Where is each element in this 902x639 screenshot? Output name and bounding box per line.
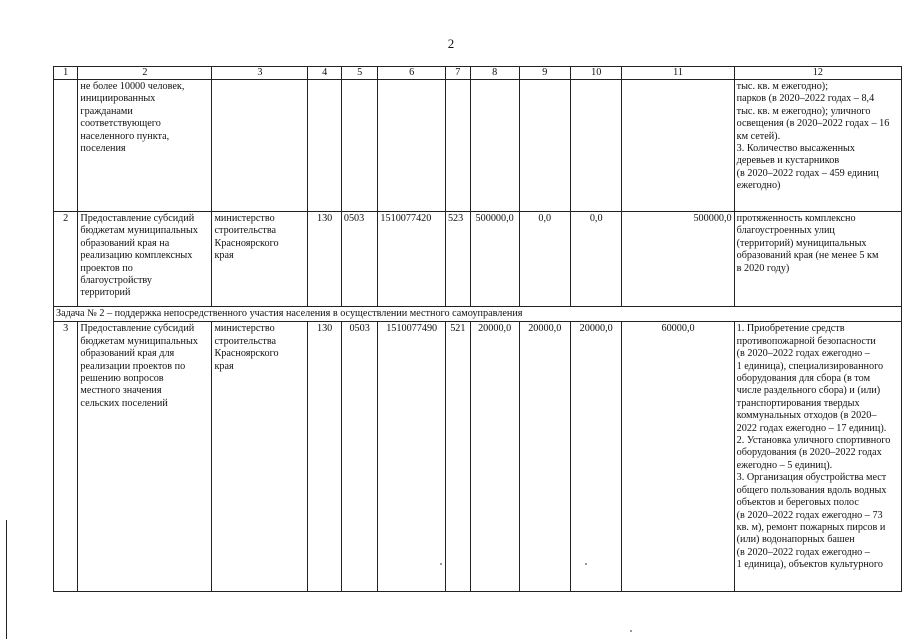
row-cont-description: не более 10000 человек, инициированных гражданами соответствующего населенного пункта, поселения bbox=[78, 80, 212, 212]
page-number: 2 bbox=[447, 36, 455, 51]
table-row-2 bbox=[54, 212, 902, 307]
expected-result: 1. Приобретение средств противопожарной безопасности (в 2020–2022 годах ежегодно – 1 единица), специализированного оборудования для сбора (в том числе раздельного сбора) и (или) транспортирования твердых коммунальных отходов (в 2020– 2022 годах ежегодно – 17 единиц). 2. Установка уличного спортивного оборудования (в 2020–2022 годах ежегодно – 5 единиц). 3. Организация обустройства мест общего пользования вдоль водных объектов и береговых полос (в 2020–2022 годах ежегодно – 73 кв. м), ремонт пожарных пирсов и (или) водонапорных башен (в 2020–2022 годах ежегодно – 1 единица), объектов культурного bbox=[734, 322, 901, 592]
amount-2021: 0,0 bbox=[519, 212, 570, 307]
budget-table bbox=[53, 66, 902, 592]
code-csr: 1510077490 bbox=[378, 322, 446, 592]
scan-speck bbox=[630, 630, 632, 632]
header-cell: 5 bbox=[341, 67, 378, 80]
task-heading: Задача № 2 – поддержка непосредственного участия населения в осуществлении местного самоуправления bbox=[54, 307, 902, 322]
row-number: 3 bbox=[54, 322, 78, 592]
table-row-3 bbox=[54, 322, 902, 592]
code-rzpr: 0503 bbox=[341, 212, 378, 307]
header-cell: 7 bbox=[445, 67, 470, 80]
agency-name: министерство строительства Красноярского края bbox=[212, 212, 308, 307]
header-cell: 12 bbox=[734, 67, 901, 80]
header-cell: 2 bbox=[78, 67, 212, 80]
measure-name: Предоставление субсидий бюджетам муниципальных образований края для реализации проектов по решению вопросов местного значения сельских поселений bbox=[78, 322, 212, 592]
header-cell: 10 bbox=[570, 67, 621, 80]
row-cont-result: тыс. кв. м ежегодно); парков (в 2020–2022 годах – 8,4 тыс. кв. м ежегодно); уличного освещения (в 2020–2022 годах – 16 км сетей). 3. Количество высаженных деревьев и кустарников (в 2020–2022 годах – 459 единиц ежегодно) bbox=[734, 80, 901, 212]
scan-edge-line bbox=[6, 520, 7, 639]
expected-result: протяженность комплексно благоустроенных улиц (территорий) муниципальных образований края (не менее 5 км в 2020 году) bbox=[734, 212, 901, 307]
header-cell: 4 bbox=[308, 67, 341, 80]
header-row bbox=[54, 67, 902, 80]
code-grbs: 130 bbox=[308, 322, 341, 592]
amount-2020: 500000,0 bbox=[470, 212, 519, 307]
row-number: 2 bbox=[54, 212, 78, 307]
scan-speck bbox=[585, 563, 587, 565]
scan-speck bbox=[440, 563, 442, 565]
table-row-continuation bbox=[54, 80, 902, 212]
code-vr: 523 bbox=[445, 212, 470, 307]
measure-name: Предоставление субсидий бюджетам муниципальных образований края на реализацию комплексных проектов по благоустройству территорий bbox=[78, 212, 212, 307]
agency-name: министерство строительства Красноярского края bbox=[212, 322, 308, 592]
task-row bbox=[54, 307, 902, 322]
amount-2022: 20000,0 bbox=[570, 322, 621, 592]
code-rzpr: 0503 bbox=[341, 322, 378, 592]
amount-2021: 20000,0 bbox=[519, 322, 570, 592]
header-cell: 1 bbox=[54, 67, 78, 80]
amount-total: 60000,0 bbox=[622, 322, 734, 592]
header-cell: 6 bbox=[378, 67, 446, 80]
code-csr: 1510077420 bbox=[378, 212, 446, 307]
header-cell: 11 bbox=[622, 67, 734, 80]
amount-total: 500000,0 bbox=[622, 212, 734, 307]
header-cell: 8 bbox=[470, 67, 519, 80]
amount-2020: 20000,0 bbox=[470, 322, 519, 592]
code-grbs: 130 bbox=[308, 212, 341, 307]
header-cell: 3 bbox=[212, 67, 308, 80]
code-vr: 521 bbox=[445, 322, 470, 592]
header-cell: 9 bbox=[519, 67, 570, 80]
amount-2022: 0,0 bbox=[570, 212, 621, 307]
